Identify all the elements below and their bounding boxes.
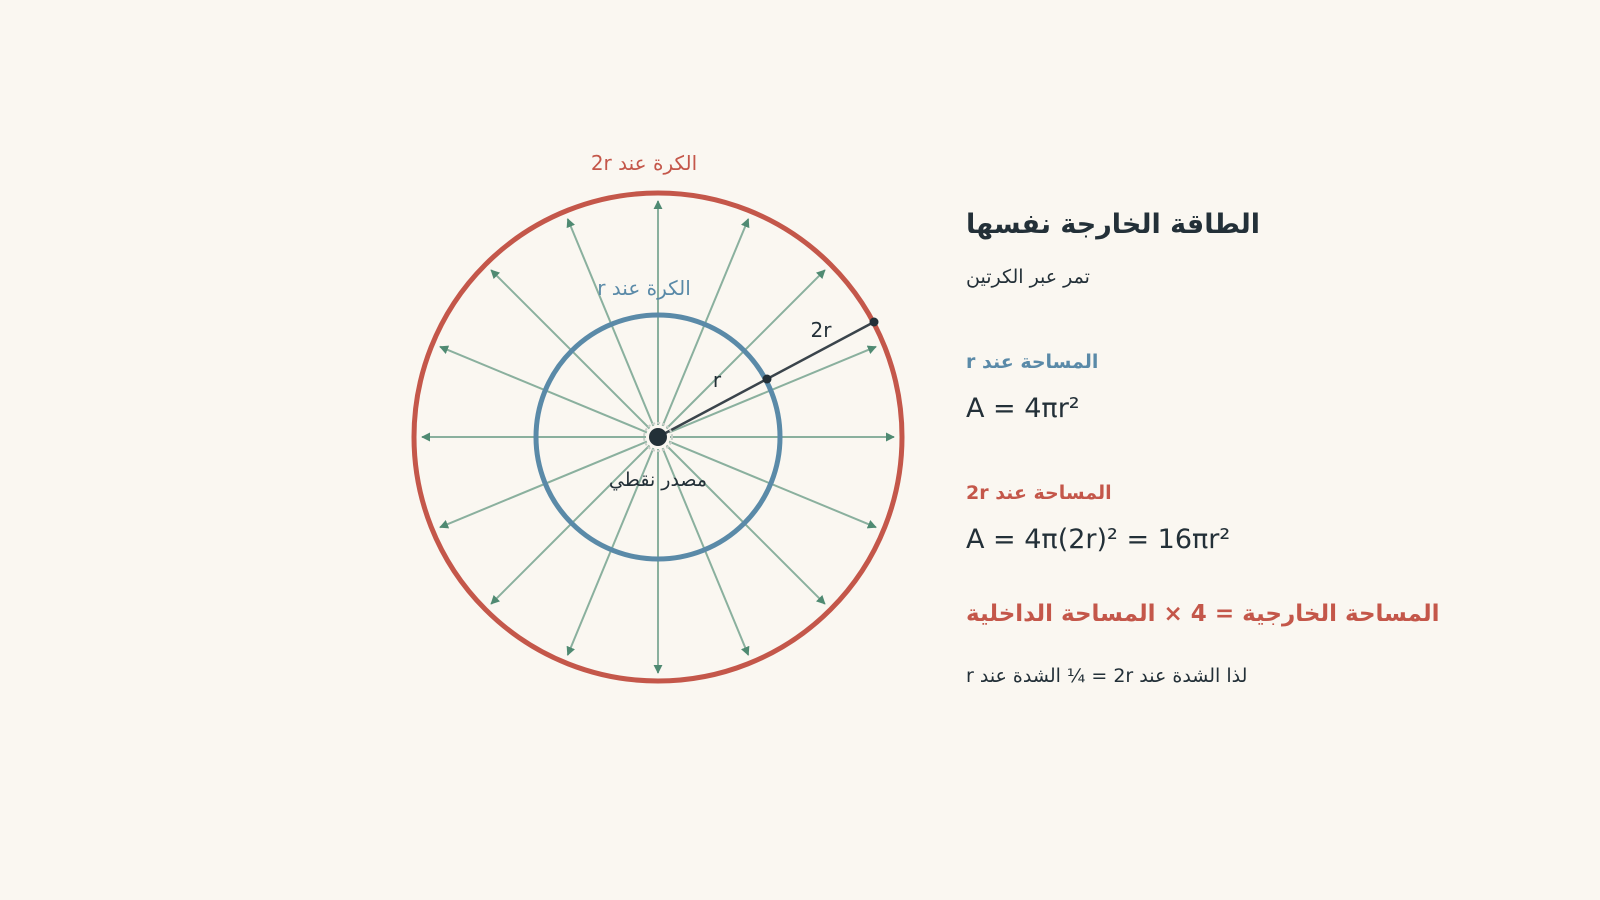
panel-subtitle: تمر عبر الكرتين (966, 266, 1090, 288)
outer-area-formula: A = 4π(2r)² = 16πr² (966, 524, 1231, 555)
intensity-conclusion: لذا الشدة عند 2r = ¼ الشدة عند r (966, 665, 1248, 687)
radius-r-label: r (712, 368, 722, 392)
inner-area-formula: A = 4πr² (966, 393, 1080, 424)
area-ratio-statement: المساحة الخارجية = 4 × المساحة الداخلية (966, 601, 1440, 627)
inner-area-label: المساحة عند r (966, 351, 1099, 373)
radius-2r-marker (870, 318, 879, 327)
outer-sphere-label: الكرة عند 2r (590, 151, 698, 175)
source-label: مصدر نقطي (608, 469, 708, 491)
panel-title: الطاقة الخارجة نفسها (966, 209, 1261, 240)
radius-2r-label: 2r (810, 318, 832, 342)
outer-area-label: المساحة عند 2r (966, 482, 1112, 504)
radius-r-marker (763, 375, 772, 384)
point-source (649, 428, 667, 446)
inner-sphere-label: الكرة عند r (597, 276, 691, 300)
